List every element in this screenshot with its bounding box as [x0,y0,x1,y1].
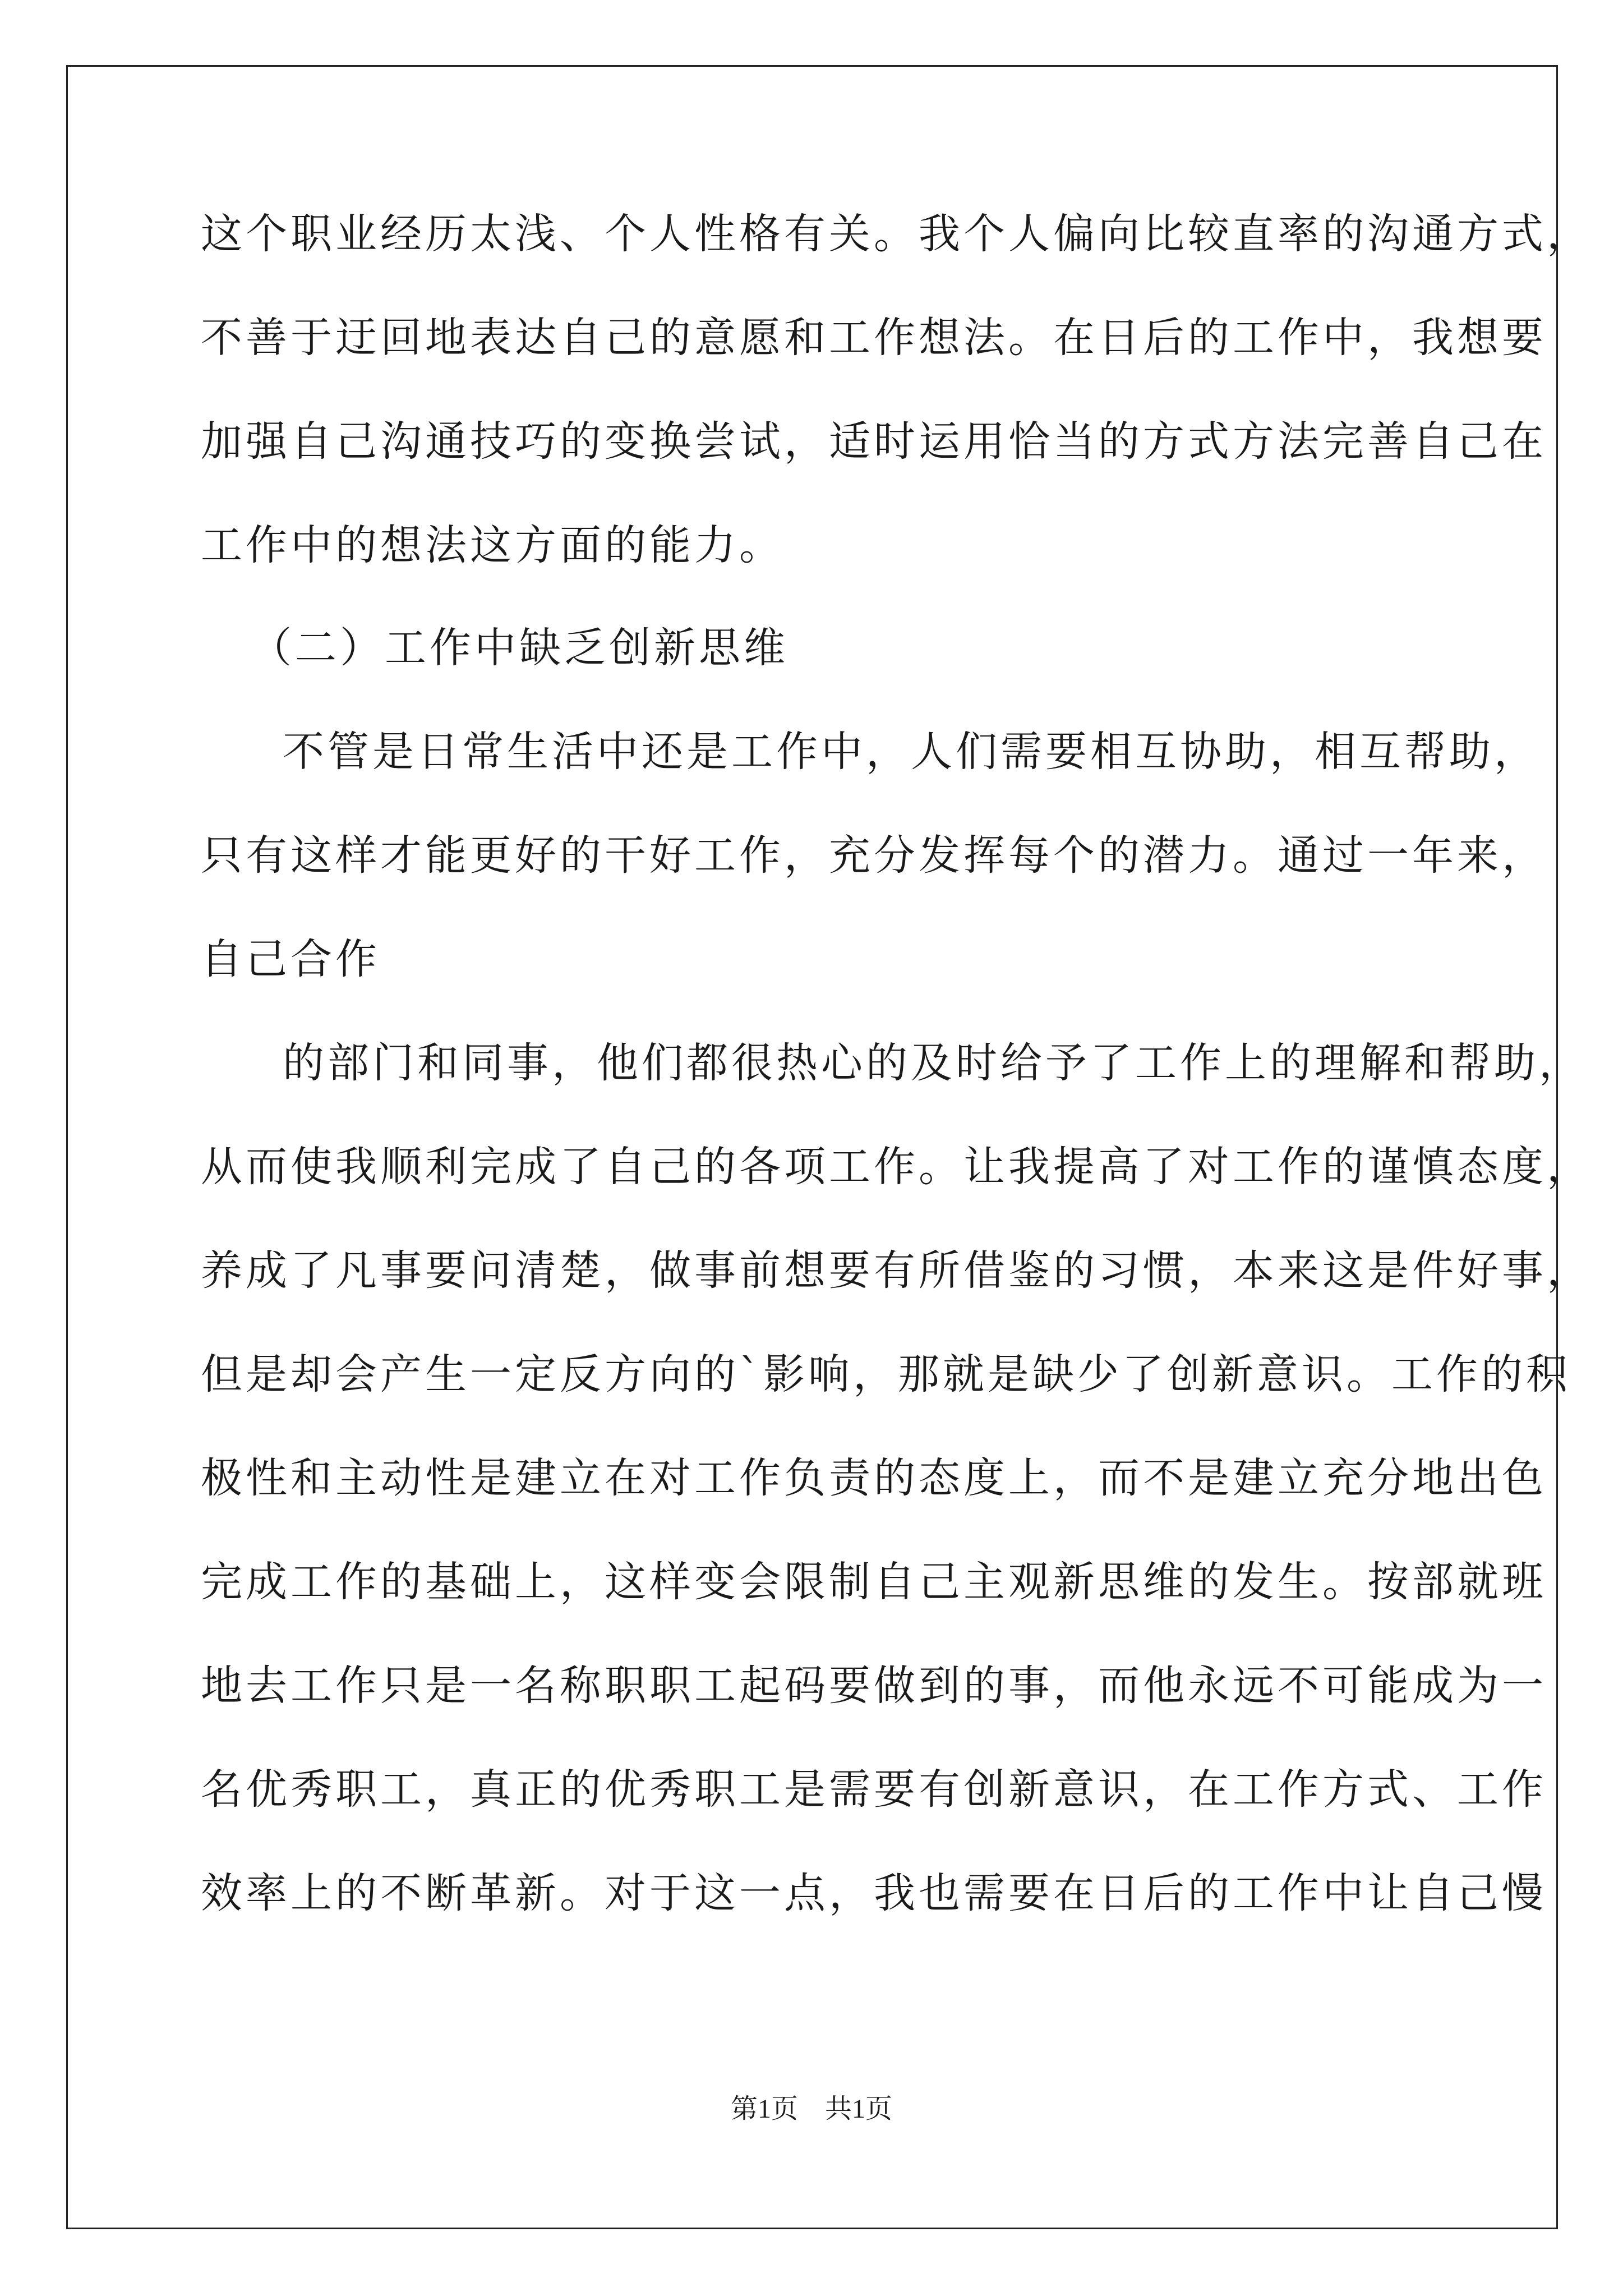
section-heading: （二）工作中缺乏创新思维 [250,624,789,672]
paragraph-line: 但是却会产生一定反方向的`影响，那就是缺少了创新意识。工作的积 [201,1350,1571,1398]
page-footer [0,2092,1623,2126]
paragraph-line: 不管是日常生活中还是工作中，人们需要相互协助，相互帮助， [283,728,1539,776]
paragraph-line: 完成工作的基础上，这样变会限制自己主观新思维的发生。按部就班 [201,1558,1547,1606]
paragraph-line: 效率上的不断革新。对于这一点，我也需要在日后的工作中让自己慢 [201,1869,1547,1917]
page-total: 共1页 [825,2094,893,2124]
paragraph-line: 从而使我顺利完成了自己的各项工作。让我提高了对工作的谨慎态度， [201,1143,1592,1191]
paragraph-line: 名优秀职工，真正的优秀职工是需要有创新意识，在工作方式、工作 [201,1765,1547,1814]
paragraph-line: 不善于迂回地表达自己的意愿和工作想法。在日后的工作中，我想要 [201,314,1547,362]
paragraph-line: 工作中的想法这方面的能力。 [201,521,784,569]
paragraph-line: 地去工作只是一名称职职工起码要做到的事，而他永远不可能成为一 [201,1662,1547,1710]
page-number: 第1页 [730,2094,798,2124]
paragraph-line: 加强自己沟通技巧的变换尝试，适时运用恰当的方式方法完善自己在 [201,417,1547,466]
paragraph-line: 的部门和同事，他们都很热心的及时给予了工作上的理解和帮助， [283,1039,1584,1087]
paragraph-line: 养成了凡事要问清楚，做事前想要有所借鉴的习惯，本来这是件好事， [201,1246,1592,1295]
paragraph-line: 只有这样才能更好的干好工作，充分发挥每个的潜力。通过一年来， [201,831,1547,880]
paragraph-line: 极性和主动性是建立在对工作负责的态度上，而不是建立充分地出色 [201,1454,1547,1502]
paragraph-line: 这个职业经历太浅、个人性格有关。我个人偏向比较直率的沟通方式， [201,210,1592,258]
paragraph-line: 自己合作 [201,935,380,983]
